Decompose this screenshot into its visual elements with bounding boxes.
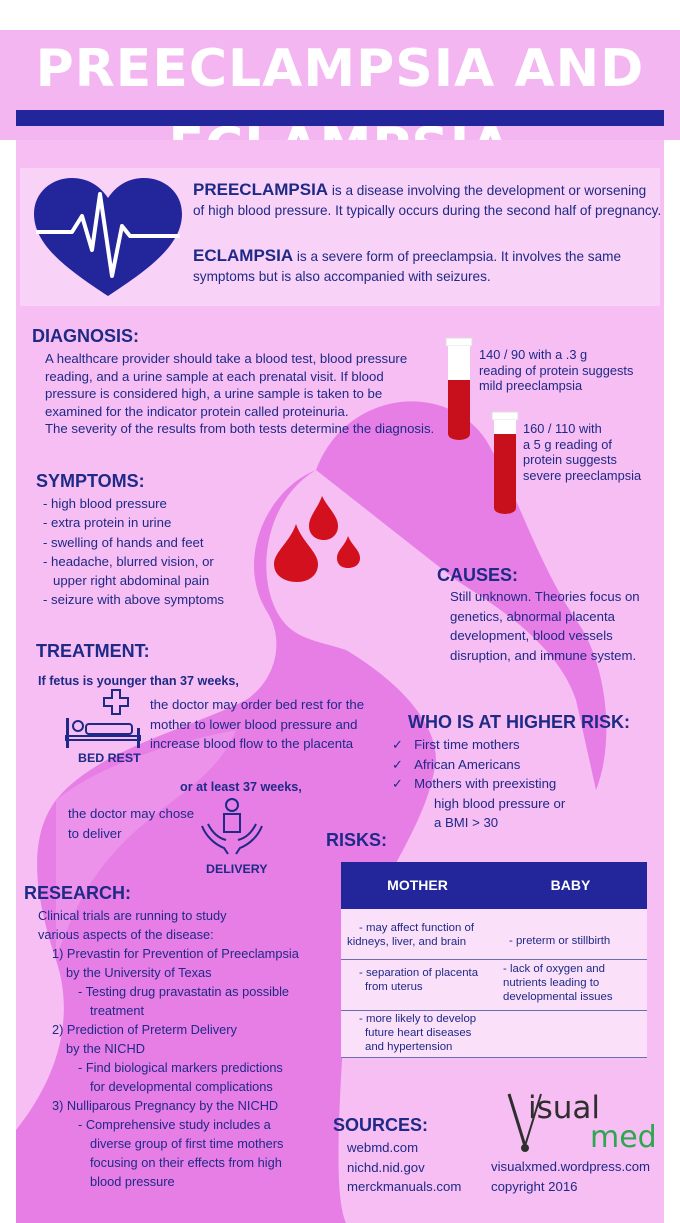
title-band-top <box>0 0 680 30</box>
risk-mother-line: - separation of placenta <box>359 967 479 979</box>
diagnosis-line: examined for the indicator protein called proteinuria. <box>45 403 349 419</box>
higher-risk-heading: WHO IS AT HIGHER RISK: <box>408 712 630 732</box>
risk-mother-line: future heart diseases <box>365 1027 472 1039</box>
diagnosis-line: A healthcare provider should take a blood test, blood pressure <box>45 351 408 366</box>
delivery-hands-baby-icon <box>200 796 264 856</box>
research-line: focusing on their effects from high <box>90 1155 282 1170</box>
tube-mild-text <box>479 347 633 394</box>
test-tube-severe-icon <box>490 410 520 522</box>
research-line: - Comprehensive study includes a <box>78 1117 271 1132</box>
risk-mother-line: from uterus <box>365 981 423 993</box>
bed-rest-line: increase blood flow to the placenta <box>150 736 354 751</box>
risk-mother-line: - may affect function of <box>359 922 475 934</box>
research-line: blood pressure <box>90 1174 175 1189</box>
treatment-or-older: or at least 37 weeks, <box>180 780 302 794</box>
diagnosis-heading: DIAGNOSIS: <box>32 326 140 346</box>
symptom-item: - headache, blurred vision, or <box>43 553 214 569</box>
research-line: treatment <box>90 1003 145 1018</box>
higher-risk-item: First time mothers <box>414 737 520 752</box>
causes-line: Still unknown. Theories focus on <box>450 589 640 604</box>
tube-severe-line: protein suggests <box>523 452 617 467</box>
preeclampsia-definition <box>193 180 663 221</box>
risk-mother-cell <box>347 1012 476 1054</box>
deliver-text <box>68 804 194 843</box>
diagnosis-line: pressure is considered high, a urine sample is taken to be <box>45 386 383 401</box>
risk-mother-cell <box>347 966 478 994</box>
heartbeat-heart-icon <box>30 176 186 302</box>
sources-heading: SOURCES: <box>333 1115 429 1135</box>
research-line: - Find biological markers predictions <box>78 1060 283 1075</box>
eclampsia-text-1: is a severe form of preeclampsia. It involves the same <box>296 249 622 264</box>
tube-mild-line: 140 / 90 with a .3 g <box>479 347 588 362</box>
research-line: - Testing drug pravastatin as possible <box>78 984 290 999</box>
source-link[interactable]: webmd.com <box>347 1140 419 1155</box>
symptoms-heading: SYMPTOMS: <box>36 471 145 491</box>
risks-table <box>341 862 647 1057</box>
tube-mild-line: mild preeclampsia <box>479 378 583 393</box>
bed-rest-label: BED REST <box>78 751 141 765</box>
symptom-item: upper right abdominal pain <box>53 573 210 589</box>
source-link[interactable]: nichd.nid.gov <box>347 1159 425 1175</box>
research-line: Clinical trials are running to study <box>38 908 227 923</box>
risks-col-baby: BABY <box>550 877 591 893</box>
research-line: 1) Prevastin for Prevention of Preeclampsia <box>52 946 299 961</box>
risk-mother-line: - more likely to develop <box>359 1013 477 1025</box>
diagnosis-text <box>45 350 434 438</box>
risk-baby-line: - lack of oxygen and <box>503 963 605 975</box>
title-rule <box>16 110 664 126</box>
preeclampsia-text-2: of high blood pressure. It typically occurs during the second half of pregnancy. <box>193 203 662 218</box>
higher-risk-continuation: high blood pressure or <box>434 795 566 811</box>
table-row <box>341 909 647 960</box>
research-line: for developmental complications <box>90 1079 273 1094</box>
symptoms-list <box>43 494 224 610</box>
sources-list <box>347 1138 461 1197</box>
higher-risk-list <box>392 735 565 833</box>
higher-risk-item: African Americans <box>414 756 521 772</box>
check-icon: ✓ <box>392 756 404 772</box>
risk-baby-cell <box>503 962 613 1004</box>
deliver-line: to deliver <box>68 825 122 841</box>
delivery-label: DELIVERY <box>206 862 268 876</box>
preeclampsia-text-1: is a disease involving the development or worsening <box>331 183 647 198</box>
test-tube-mild-icon <box>444 336 474 448</box>
symptom-item: - extra protein in urine <box>43 515 172 531</box>
table-row <box>341 1011 647 1058</box>
risk-mother-line: kidneys, liver, and brain <box>347 936 467 948</box>
logo-word-med: med <box>590 1120 657 1155</box>
research-line: diverse group of first time mothers <box>90 1136 284 1151</box>
higher-risk-item: Mothers with preexisting <box>414 776 557 791</box>
tube-severe-text <box>523 421 641 483</box>
research-line: by the University of Texas <box>66 965 212 980</box>
research-line: various aspects of the disease: <box>38 927 214 942</box>
brand-footer <box>491 1157 650 1196</box>
table-row <box>341 960 647 1011</box>
risk-mother-cell <box>347 921 474 949</box>
risk-baby-line: developmental issues <box>503 991 613 1003</box>
causes-line: genetics, abnormal placenta <box>450 608 615 624</box>
eclampsia-text-2: symptoms but is also accompanied with seizures. <box>193 269 491 284</box>
eclampsia-term: ECLAMPSIA <box>193 246 294 265</box>
tube-severe-line: severe preeclampsia <box>523 467 642 483</box>
treatment-heading: TREATMENT: <box>36 641 150 661</box>
eclampsia-definition <box>193 246 663 287</box>
risks-heading: RISKS: <box>326 830 388 850</box>
tube-mild-line: reading of protein suggests <box>479 362 634 378</box>
causes-line: development, blood vessels <box>450 628 613 643</box>
risk-baby-line: - preterm or stillbirth <box>509 935 611 947</box>
causes-line: disruption, and immune system. <box>450 647 637 663</box>
risk-baby-line: nutrients leading to <box>503 977 600 989</box>
causes-heading: CAUSES: <box>437 565 519 585</box>
risks-table-header <box>341 862 647 909</box>
higher-risk-continuation: a BMI > 30 <box>434 815 499 830</box>
page-title: PREECLAMPSIA AND <box>35 39 645 99</box>
risk-baby-cell <box>509 934 610 948</box>
symptom-item: - swelling of hands and feet <box>43 534 204 550</box>
treatment-if-younger: If fetus is younger than 37 weeks, <box>38 674 239 688</box>
diagnosis-line: The severity of the results from both tests determine the diagnosis. <box>45 421 435 436</box>
preeclampsia-term: PREECLAMPSIA <box>193 180 329 199</box>
research-line: 3) Nulliparous Pregnancy by the NICHD <box>52 1098 279 1113</box>
risk-mother-line: and hypertension <box>365 1041 453 1053</box>
causes-text <box>450 587 640 665</box>
symptom-item: - seizure with above symptoms <box>43 592 225 608</box>
research-line: 2) Prediction of Preterm Delivery <box>52 1022 237 1037</box>
diagnosis-line: reading, and a urine sample at each prenatal visit. If blood <box>45 368 384 384</box>
research-heading: RESEARCH: <box>24 883 132 903</box>
check-icon: ✓ <box>392 737 404 752</box>
source-link[interactable]: merckmanuals.com <box>347 1179 462 1194</box>
bed-rest-icon <box>62 688 144 750</box>
blood-drops-icon <box>268 494 364 586</box>
brand-site-link[interactable]: visualxmed.wordpress.com <box>491 1159 651 1174</box>
brand-copyright: copyright 2016 <box>491 1178 578 1194</box>
deliver-line: the doctor may chose <box>68 806 195 821</box>
logo-word-visual: isual <box>528 1090 601 1126</box>
symptom-item: - high blood pressure <box>43 496 167 511</box>
tube-severe-line: a 5 g reading of <box>523 436 612 452</box>
bed-rest-line: mother to lower blood pressure and <box>150 716 358 732</box>
tube-severe-line: 160 / 110 with <box>523 421 602 436</box>
research-line: by the NICHD <box>66 1041 145 1056</box>
research-text <box>38 906 299 1191</box>
check-icon: ✓ <box>392 776 404 791</box>
risks-col-mother: MOTHER <box>387 877 448 893</box>
bed-rest-line: the doctor may order bed rest for the <box>150 697 365 712</box>
bed-rest-text <box>150 695 364 754</box>
